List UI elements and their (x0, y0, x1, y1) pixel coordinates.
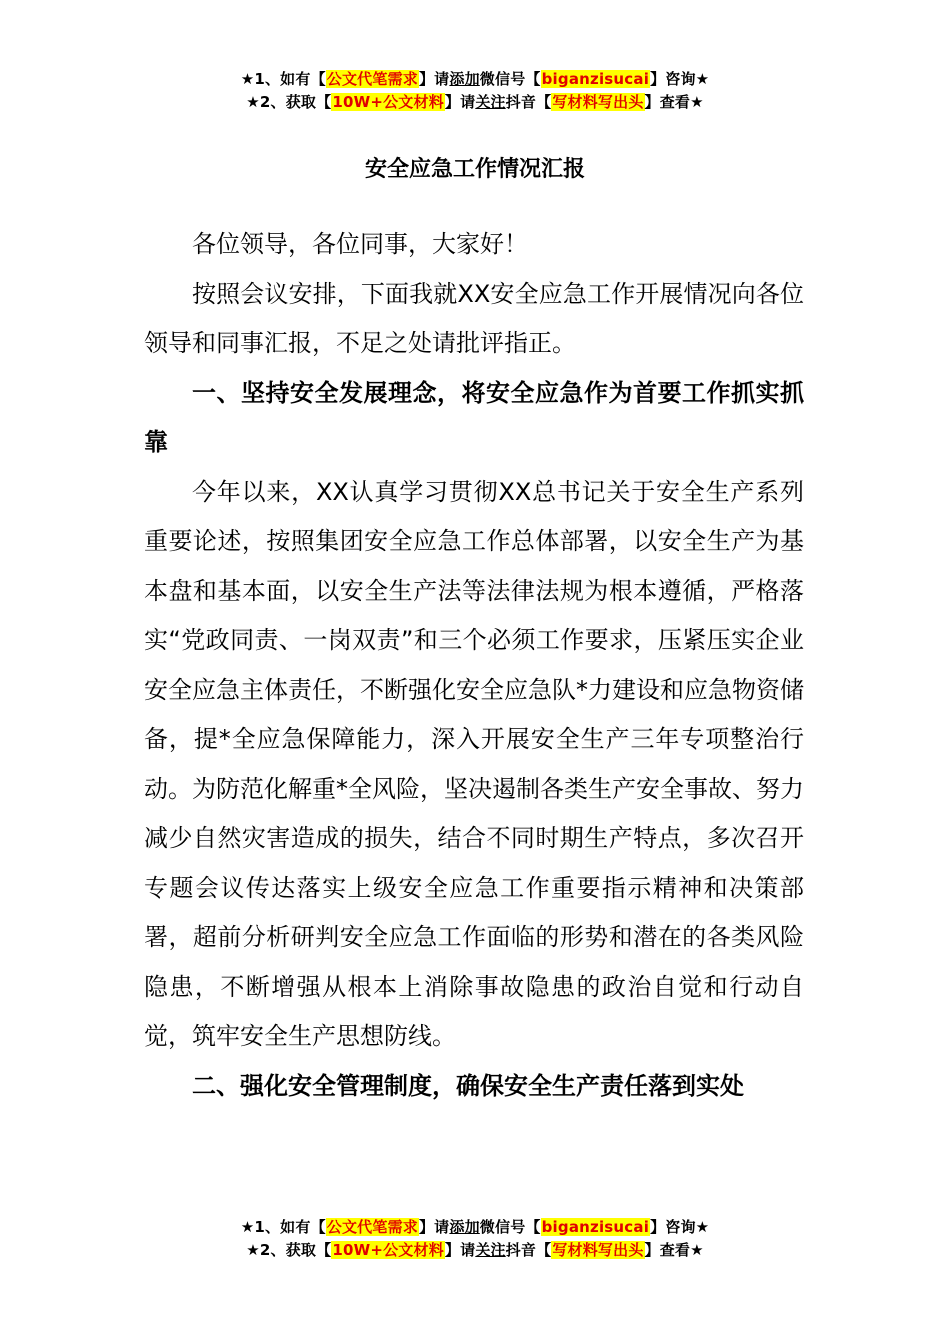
promo-line-2: ★2、获取【10W+公文材料】请关注抖音【写材料写出头】查看★ (246, 1241, 704, 1259)
document-title: 安全应急工作情况汇报 (364, 157, 585, 182)
greeting-paragraph: 各位领导，各位同事，大家好！ (192, 230, 528, 258)
promo-tag-ghostwriting: 公文代笔需求 (326, 70, 418, 88)
footer-promo-banner (0, 1216, 950, 1262)
promo-line-2: ★2、获取【10W+公文材料】请关注抖音【写材料写出头】查看★ (246, 93, 704, 111)
douyin-account: 写材料写出头 (552, 1241, 644, 1259)
promo-tag-ghostwriting: 公文代笔需求 (326, 1218, 418, 1236)
document-body (144, 220, 804, 1111)
wechat-id: biganzisucai (541, 1218, 650, 1236)
douyin-account: 写材料写出头 (552, 93, 644, 111)
section-1-heading: 一、坚持安全发展理念，将安全应急作为首要工作抓实抓靠 (144, 378, 804, 456)
section-1-paragraph: 今年以来，XX认真学习贯彻XX总书记关于安全生产系列重要论述，按照集团安全应急工作总体部署，以安全生产为基本盘和基本面，以安全生产法等法律法规为根本遵循，严格落实“党政同责、一岗双责”和三个必须工作要求，压紧压实企业安全应急主体责任，不断强化安全应急队*力建设和应急物资储备，提*全应急保障能力，深入开展安全生产三年专项整治行动。为防范化解重*全风险，坚决遏制各类生产安全事故、努力减少自然灾害造成的损失，结合不同时期生产特点，多次召开专题会议传达落实上级安全应急工作重要指示精神和决策部署，超前分析研判安全应急工作面临的形势和潜在的各类风险隐患，不断增强从根本上消除事故隐患的政治自觉和行动自觉，筑牢安全生产思想防线。 (144, 477, 804, 1050)
intro-paragraph: 按照会议安排，下面我就XX安全应急工作开展情况向各位领导和同事汇报，不足之处请批评指正。 (144, 279, 804, 357)
header-promo-banner (0, 68, 950, 114)
promo-line-1: ★1、如有【公文代笔需求】请添加微信号【biganzisucai】咨询★ (240, 70, 710, 88)
promo-tag-materials: 10W+公文材料 (332, 1241, 444, 1259)
promo-tag-materials: 10W+公文材料 (332, 93, 444, 111)
promo-line-1: ★1、如有【公文代笔需求】请添加微信号【biganzisucai】咨询★ (240, 1218, 710, 1236)
wechat-id: biganzisucai (541, 70, 650, 88)
section-2-heading: 二、强化安全管理制度，确保安全生产责任落到实处 (192, 1071, 744, 1100)
